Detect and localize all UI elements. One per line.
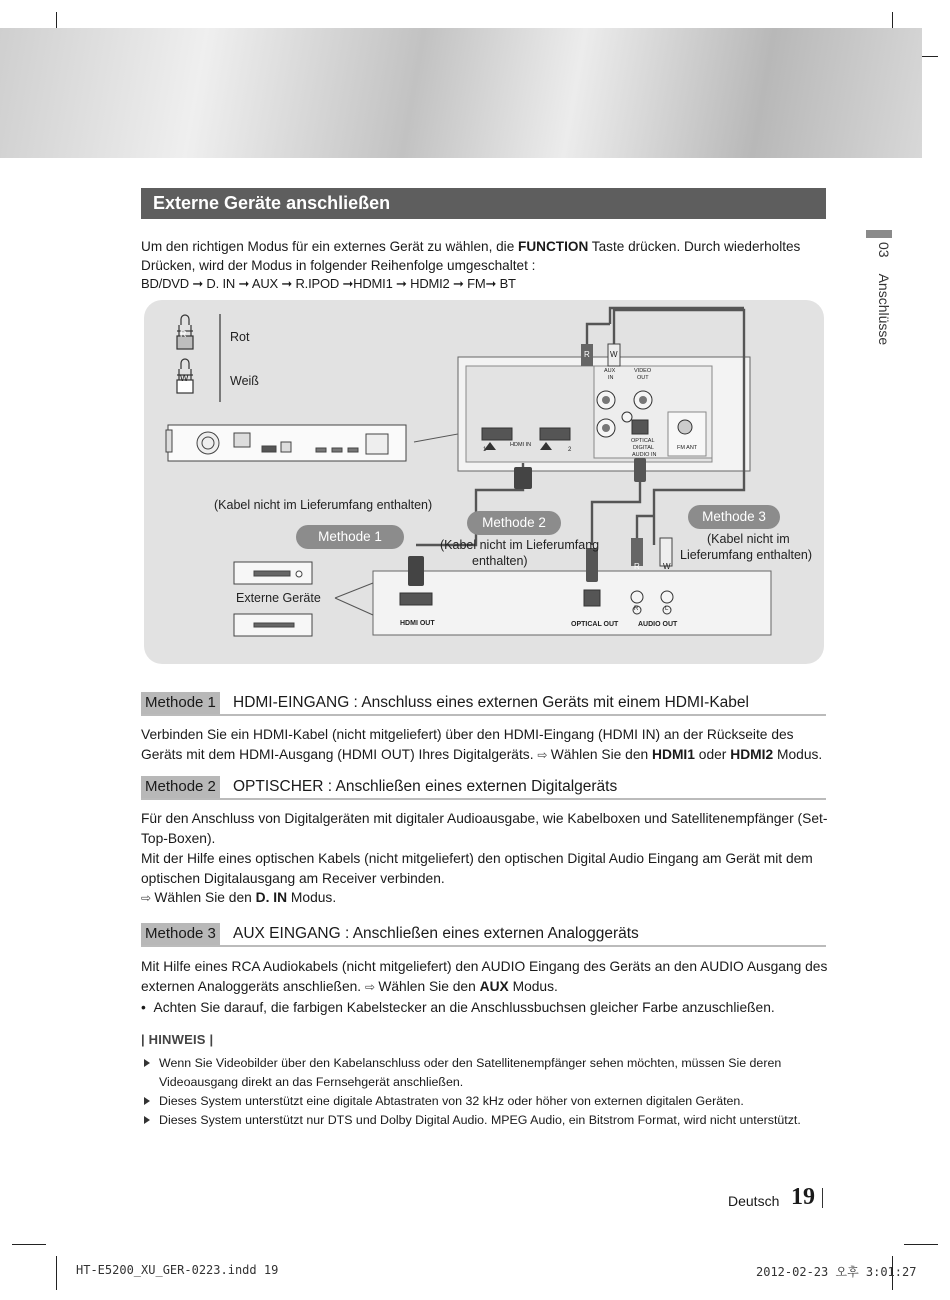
arrow-icon: ⇨ (141, 891, 155, 905)
method1-pill: Methode 1 (296, 525, 404, 549)
footer-separator (822, 1188, 823, 1208)
hdmi-port-2: 2 (568, 447, 572, 453)
audio-jack-l: L (665, 606, 669, 612)
method1-tag: Methode 1 (141, 692, 220, 714)
note-item: Dieses System unterstützt eine digitale Abtastraten von 32 kHz oder höher von externen digitalen Geräten. (141, 1092, 831, 1111)
optical-plug-lower (586, 548, 598, 582)
method2-note-1: (Kabel nicht im Lieferumfang (440, 538, 600, 552)
method3-text (141, 957, 831, 997)
upper-plug-r-letter: R (584, 350, 590, 359)
intro-part2: Taste drücken. Durch wiederholtes Drücken, wird der Modus in folgender Reihenfolge umgeschaltet : (141, 239, 801, 273)
method3-note-1: (Kabel nicht im (707, 532, 790, 546)
chapter-label: Anschlüsse (876, 273, 892, 346)
method2-heading (141, 776, 826, 800)
method2-title: OPTISCHER : Anschließen eines externen Digitalgeräts (233, 778, 618, 795)
note-item-continued: Videoausgang direkt an das Fernsehgerät anschließen. (159, 1075, 464, 1089)
mode-sequence: BD/DVD ➞ D. IN ➞ AUX ➞ R.IPOD ➞HDMI1 ➞ HDMI2 ➞ FM➞ BT (141, 276, 516, 291)
hdmi-port-1: 1 (483, 447, 487, 453)
upper-plug-w-letter: W (610, 350, 618, 359)
method3-bullet-text: Achten Sie darauf, die farbigen Kabelstecker an die Anschlussbuchsen gleicher Farbe anzuschließen. (153, 1000, 775, 1015)
chapter-number: 03 (876, 242, 892, 258)
legend-white-label: Weiß (230, 374, 259, 388)
header-banner (0, 28, 922, 158)
method3-heading (141, 923, 826, 947)
arrow-icon: ⇨ (537, 747, 551, 762)
method1-text (141, 725, 831, 765)
external-device-1 (234, 562, 312, 584)
diagram-drawing (144, 300, 824, 664)
method1-title: HDMI-EINGANG : Anschluss eines externen Geräts mit einem HDMI-Kabel (233, 694, 749, 711)
method2-select-post: Modus. (287, 890, 337, 905)
method2-pill: Methode 2 (467, 511, 561, 535)
method3-select-pre: Wählen Sie den (378, 978, 480, 994)
method3-bullet: • Achten Sie darauf, die farbigen Kabelstecker an die Anschlussbuchsen gleicher Farbe anzuschließen. (141, 1000, 775, 1015)
crop-mark (904, 1244, 938, 1245)
lower-plug-r-letter: R (634, 562, 640, 571)
hinweis-notes (141, 1054, 831, 1130)
external-device-2 (234, 614, 312, 636)
video-out-label: VIDEO (634, 368, 652, 374)
optical-in-label-2: DIGITAL (633, 445, 654, 451)
method1-body: Verbinden Sie ein HDMI-Kabel (nicht mitgeliefert) über den HDMI-Eingang (HDMI IN) an der Rückseite des Geräts mit dem HDMI-Ausgang (HDMI OUT) Ihres Digitalgeräts. (141, 727, 794, 762)
method2-select-pre: Wählen Sie den (154, 890, 256, 905)
optical-plug-upper (634, 458, 646, 482)
method1-mode-mid: oder (694, 746, 731, 762)
method2-select (141, 888, 831, 909)
aux-in-label: AUX (604, 368, 616, 374)
method1-select-post: Modus. (773, 746, 823, 762)
page-number: 19 (791, 1184, 815, 1210)
method3-tag: Methode 3 (141, 923, 220, 945)
audio-jack-r: R (634, 606, 639, 612)
aux-in-label-2: IN (608, 375, 614, 381)
method3-note-2: Lieferumfang enthalten) (680, 548, 813, 562)
method3-pill: Methode 3 (688, 505, 780, 529)
intro-text (141, 237, 831, 275)
note-item: Wenn Sie Videobilder über den Kabelanschluss oder den Satellitenempfänger sehen möchten, müssen Sie deren (141, 1054, 831, 1073)
slug-date: 2012-02-23 오후 3:01:27 (756, 1265, 917, 1279)
method3-title: AUX EINGANG : Anschließen eines externen Analoggeräts (233, 925, 639, 942)
slug-filename: HT-E5200_XU_GER-0223.indd 19 (76, 1263, 279, 1277)
method1-select-pre: Wählen Sie den (550, 746, 653, 762)
note-item: Dieses System unterstützt nur DTS und Dolby Digital Audio. MPEG Audio, ein Bitstrom Format, wird nicht unterstützt. (141, 1111, 831, 1130)
video-out-label-2: OUT (637, 375, 649, 381)
section-title: Externe Geräte anschließen (141, 188, 826, 219)
method3-body: Mit Hilfe eines RCA Audiokabels (nicht mitgeliefert) den AUDIO Eingang des Geräts an den AUDIO Ausgang des externen Analoggeräts anschließen. (141, 959, 828, 994)
hdmi-in-label: HDMI IN (510, 442, 532, 448)
legend-red-label: Rot (230, 330, 250, 344)
hdmi-out-label: HDMI OUT (400, 620, 435, 627)
footer-language: Deutsch (728, 1193, 780, 1209)
method2-mode: D. IN (255, 890, 288, 905)
method3-select-post: Modus. (508, 978, 558, 994)
main-unit-rear (166, 425, 406, 461)
back-panel-zoom (458, 357, 750, 471)
lower-plug-w-letter: W (663, 562, 671, 571)
crop-mark (56, 1256, 57, 1290)
method1-mode-a: HDMI1 (652, 746, 695, 762)
hinweis-label: | HINWEIS | (141, 1032, 214, 1047)
chapter-tab (866, 230, 892, 370)
cable-note-method1: (Kabel nicht im Lieferumfang enthalten) (214, 498, 433, 512)
chapter-tab-text (876, 242, 892, 345)
method1-heading (141, 692, 826, 716)
method2-note-2: enthalten) (472, 554, 528, 568)
method2-tag: Methode 2 (141, 776, 220, 798)
hdmi-plug-lower (408, 556, 424, 586)
crop-mark (12, 1244, 46, 1245)
method3-mode: AUX (479, 978, 509, 994)
intro-part1: Um den richtigen Modus für ein externes Gerät zu wählen, die (141, 239, 519, 254)
method2-text-2: Mit der Hilfe eines optischen Kabels (nicht mitgeliefert) den optischen Digital Audio Eingang am Gerät mit dem optischen Digitalausgang am Receiver verbinden. (141, 851, 813, 886)
hdmi-plug-upper (514, 467, 532, 489)
connection-diagram (144, 300, 824, 664)
method1-mode-b: HDMI2 (730, 746, 774, 762)
optical-in-label: OPTICAL (631, 438, 655, 444)
method2-text-1: Für den Anschluss von Digitalgeräten mit digitaler Audioausgabe, wie Kabelboxen und Satellitenempfänger (Set-Top-Boxen). (141, 811, 828, 846)
optical-out-label: OPTICAL OUT (571, 621, 619, 628)
legend-w-letter: W (180, 373, 189, 383)
function-keyword: FUNCTION (518, 239, 589, 254)
optical-in-label-3: AUDIO IN (632, 452, 657, 458)
external-devices-label: Externe Geräte (236, 591, 321, 605)
legend-r-letter: R (180, 329, 187, 339)
fm-ant-label: FM ANT (677, 445, 698, 451)
arrow-icon: ⇨ (364, 979, 379, 994)
audio-out-label: AUDIO OUT (638, 621, 678, 628)
chapter-tab-bar (866, 230, 892, 238)
